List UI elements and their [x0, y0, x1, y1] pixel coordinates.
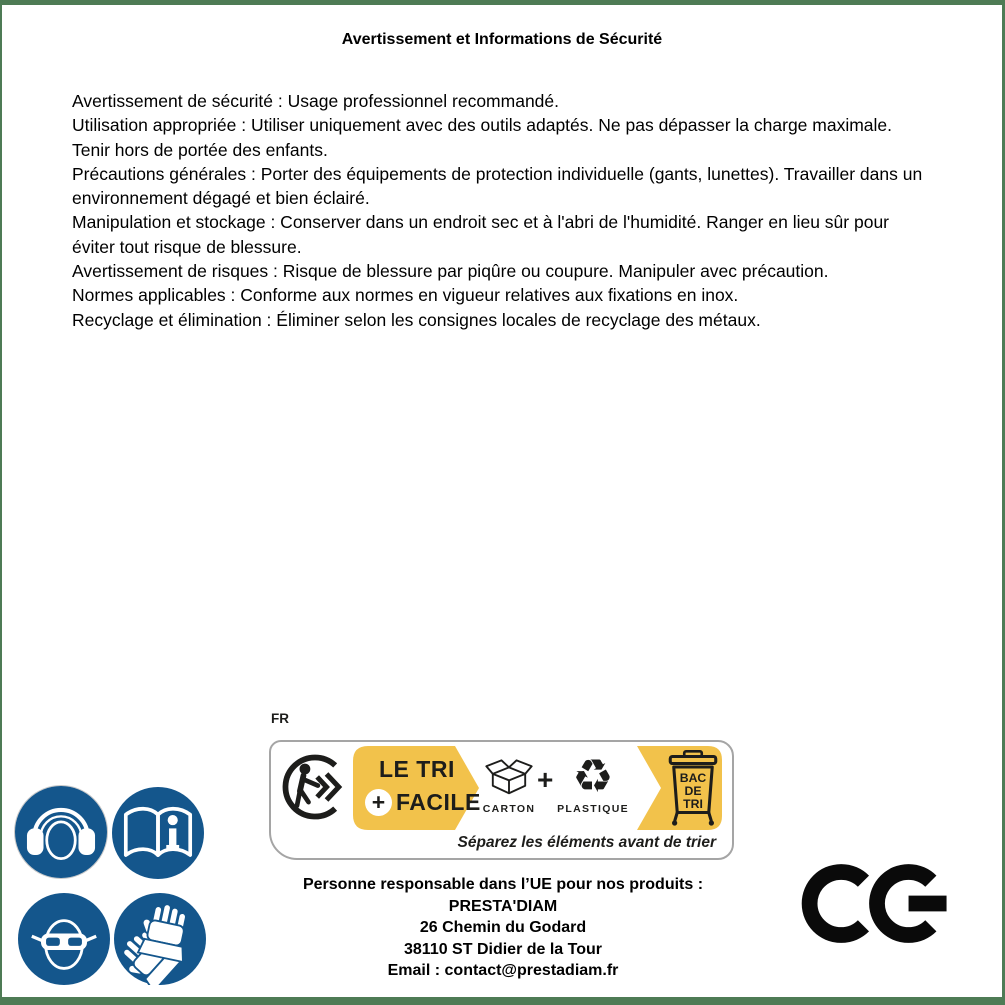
materials-plus-sign: +: [537, 764, 554, 795]
safety-line: Avertissement de risques : Risque de blessure par piqûre ou coupure. Manipuler avec précaution.: [72, 261, 829, 282]
facile-text: FACILE: [396, 789, 481, 815]
page-title: Avertissement et Informations de Sécurité: [341, 31, 663, 48]
safety-line: Recyclage et élimination : Éliminer selon les consignes locales de recyclage des métaux.: [72, 309, 761, 330]
plastique-label: PLASTIQUE: [557, 803, 629, 815]
svg-text:DE: DE: [684, 784, 702, 798]
plus-circle-icon: +: [365, 789, 392, 816]
address-line-2: 38110 ST Didier de la Tour: [404, 940, 602, 958]
eu-responsible-block: [257, 874, 749, 982]
contact-email: Email : contact@prestadiam.fr: [387, 962, 619, 979]
infotri-recycling-banner: [269, 740, 734, 860]
safety-line: Précautions générales : Porter des équipements de protection individuelle (gants, lunettes). Travailler dans un environnement dégagé et bien éclairé.: [72, 163, 923, 209]
responsible-heading: Personne responsable dans l’UE pour nos produits :: [302, 876, 704, 893]
sorting-tagline: Séparez les éléments avant de trier: [457, 834, 716, 851]
plastic-recycling-icon: ♻: [572, 749, 614, 803]
safety-line: Normes applicables : Conforme aux normes en vigueur relatives aux fixations en inox.: [72, 285, 739, 306]
svg-text:TRI: TRI: [683, 797, 703, 812]
sorting-bin-icon: [665, 748, 721, 828]
material-carton: [471, 752, 547, 815]
carton-box-icon: [471, 752, 547, 800]
address-line-1: 26 Chemin du Godard: [419, 919, 587, 936]
safety-line: Utilisation appropriée : Utiliser uniquement avec des outils adaptés. Ne pas dépasser la charge maximale. Tenir hors de portée des enfants.: [72, 115, 893, 160]
letri-facile-headline: [365, 758, 483, 816]
triman-icon: [279, 747, 351, 827]
material-plastique: [555, 749, 631, 815]
svg-text:BAC: BAC: [679, 770, 707, 785]
carton-label: CARTON: [482, 803, 536, 815]
safety-text-block: [72, 89, 930, 332]
company-name: PRESTA'DIAM: [448, 897, 558, 915]
letri-text: LE TRI: [379, 756, 455, 782]
safety-line: Avertissement de sécurité : Usage professionnel recommandé.: [72, 91, 560, 111]
country-code-label: FR: [271, 711, 289, 726]
protective-gloves-icon: [114, 893, 206, 985]
read-manual-icon: [112, 787, 204, 879]
safety-line: Manipulation et stockage : Conserver dans un endroit sec et à l'abri de l'humidité. Ranger en lieu sûr pour éviter tout risque de blessure.: [72, 212, 890, 257]
eye-protection-icon: [18, 893, 110, 985]
ce-mark-icon: [801, 847, 953, 960]
ear-protection-icon: [15, 786, 107, 878]
